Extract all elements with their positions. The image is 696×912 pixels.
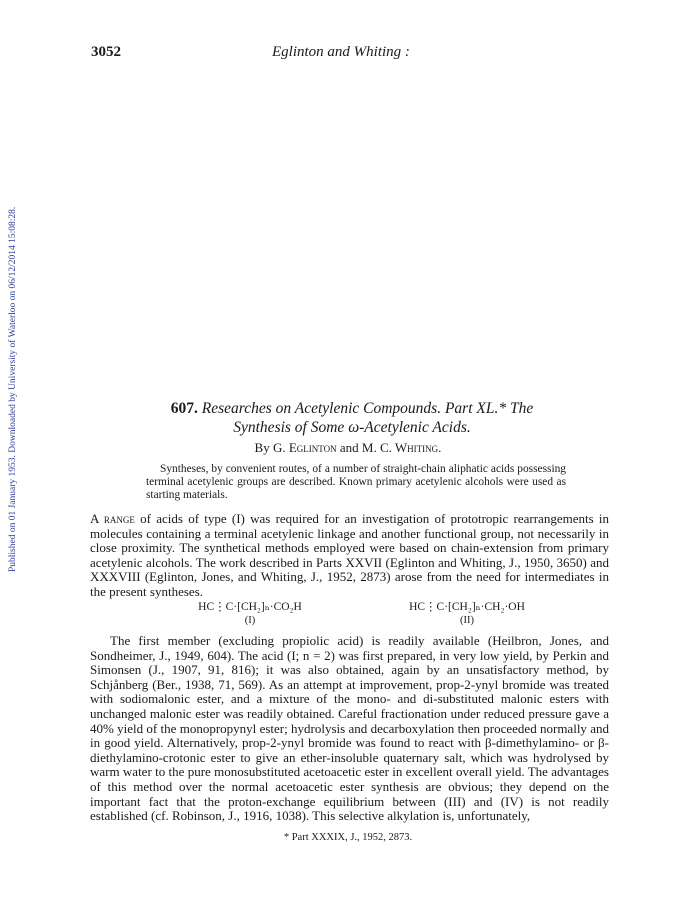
abstract: Syntheses, by convenient routes, of a number of straight-chain aliphatic acids possessing terminal acetylenic groups are described. Known primary acetylenic alcohols were used as starting materials. (146, 463, 566, 502)
paragraph-1-text: of acids of type (I) was required for an investigation of prototropic rearrangements in molecules containing a terminal acetylenic linkage and another functional group, not necessarily in close proximity. The synthetical methods employed were based on chain-extension from primary acetylenic alcohols. The work described in Parts XXVII (Eglinton and Whiting, J., 1950, 3650) and XXXVIII (Eglinton, Jones, and Whiting, J., 1952, 2873) arose from the need for intermediates in the present syntheses. (90, 511, 609, 599)
running-title: Eglinton and Whiting : (272, 44, 410, 60)
formula-1-text: HC⋮C·[CH₂]ₙ·CO₂H (198, 601, 302, 613)
download-notice-text: Published on 01 January 1953. Downloaded by University of Waterloo on 06/12/2014 15:08:28. (8, 206, 18, 572)
footnote: * Part XXXIX, J., 1952, 2873. (283, 832, 413, 843)
authors-and: and (339, 440, 359, 455)
authors-by: By (254, 440, 270, 455)
formula-2-text: HC⋮C·[CH₂]ₙ·CH₂·OH (409, 601, 525, 613)
author-1: G. Eglinton (272, 440, 337, 455)
article-title (92, 399, 612, 437)
download-notice (8, 152, 22, 572)
author-2: M. C. Whiting. (361, 440, 442, 455)
formula-1 (180, 601, 320, 627)
formula-1-label: (I) (244, 615, 256, 626)
paragraph-2: The first member (excluding propiolic acid) is readily available (Heilbron, Jones, and Sondheimer, J., 1949, 604). The acid (I; n = 2) was first prepared, in very low yield, by Perkin and Simonsen (J., 1907, 91, 816); it was also obtained, again by an unsatisfactory method, by Schjånberg (Ber., 1938, 71, 569). As an attempt at improvement, prop-2-ynyl bromide was treated with sodiomalonic ester, and a mixture of the mono- and di-substituted malonic esters with unchanged malonic ester was readily obtained. Careful fractionation under reduced pressure gave a 40% yield of the monopropynyl ester; hydrolysis and decarboxylation then proceeded normally and in good yield. Alternatively, prop-2-ynyl bromide was found to react with β-dimethylamino- or β-diethylamino-crotonic ester to give an ether-insoluble quaternary salt, which was hydrolysed by warm water to the pure monosubstituted acetoacetic ester in excellent overall yield. The advantages of this method over the normal acetoacetic ester synthesis are obvious; they depend on the important fact that the proton-exchange equilibrium between (III) and (IV) is not readily established (cf. Robinson, J., 1916, 1038). This selective alkylation is, unfortunately, (90, 633, 609, 824)
article-title-line2: Synthesis of Some ω-Acetylenic Acids. (233, 419, 471, 436)
paragraph-1 (90, 512, 609, 600)
formula-2-label: (II) (460, 615, 474, 626)
formula-2 (392, 601, 542, 627)
paragraph-1-lead: A range (90, 511, 135, 526)
article-title-line1: Researches on Acetylenic Compounds. Part XL.* The (201, 400, 534, 417)
page-number: 3052 (91, 44, 121, 60)
authors-line (0, 440, 696, 456)
article-number: 607. (170, 400, 198, 417)
